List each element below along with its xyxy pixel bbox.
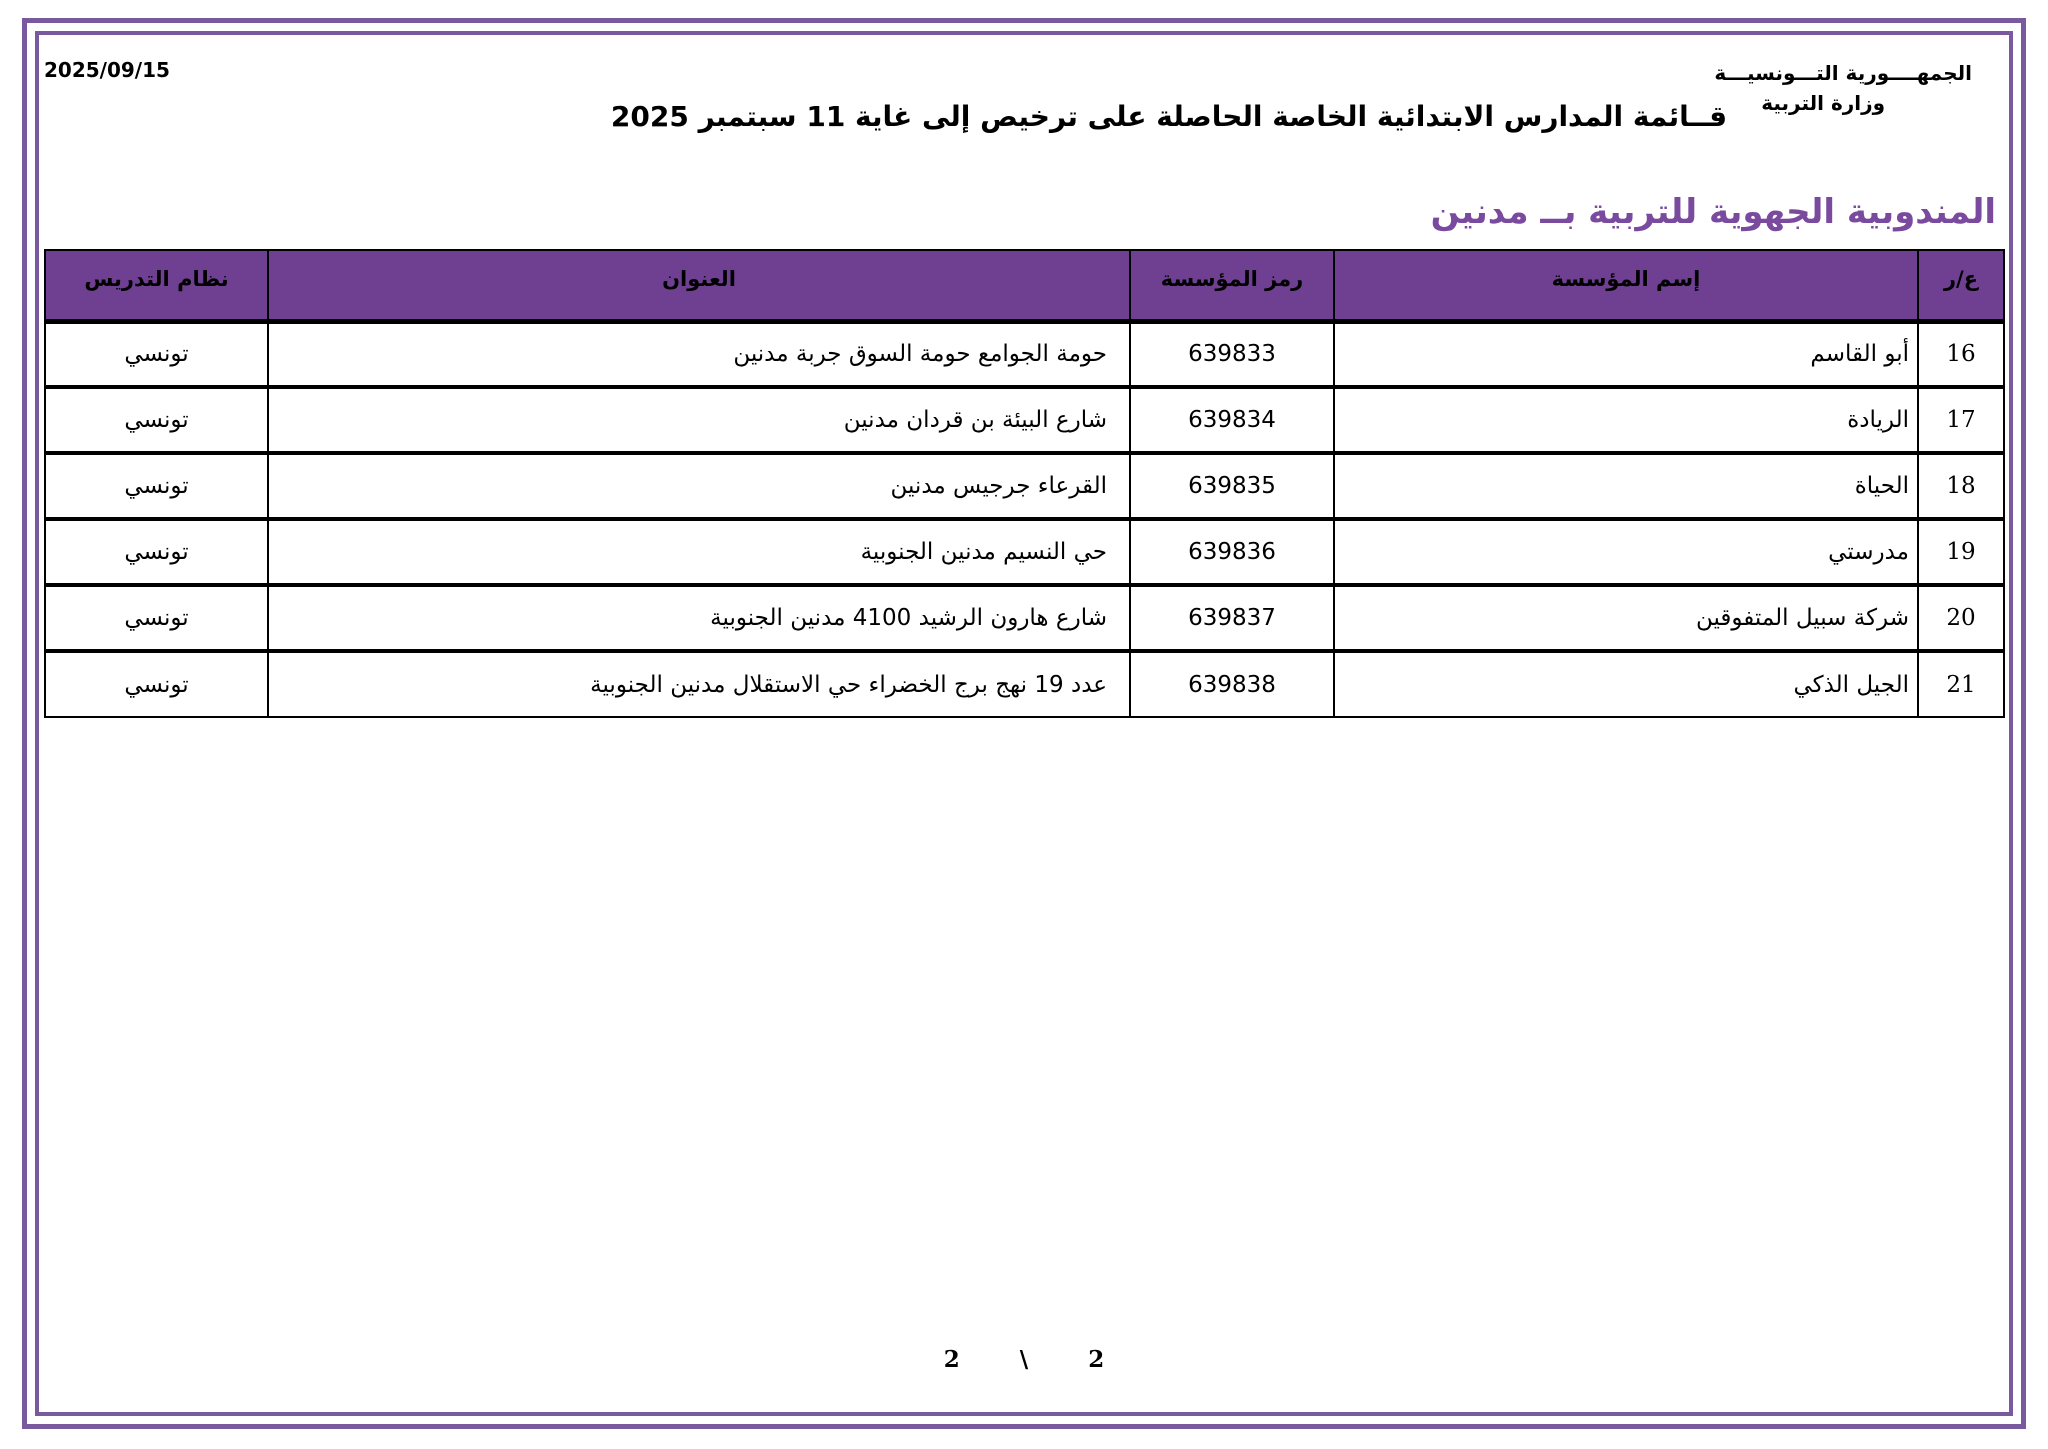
school-address: حومة الجوامع حومة السوق جربة مدنين [268,321,1130,387]
page-total: 2 [1088,1346,1105,1373]
school-address: عدد 19 نهج برج الخضراء حي الاستقلال مدنين الجنوبية [268,651,1130,717]
column-header-address: العنوان [268,250,1130,321]
page-separator: \ [1019,1346,1029,1373]
school-code: 639836 [1130,519,1334,585]
school-name: الجيل الذكي [1334,651,1918,717]
page-current: 2 [943,1346,960,1373]
school-code: 639833 [1130,321,1334,387]
document-title-wrap [0,100,2048,133]
row-number: 18 [1918,453,2004,519]
page-border-inner [35,31,2013,1416]
row-number: 21 [1918,651,2004,717]
document-date: 2025/09/15 [44,58,170,82]
row-number: 20 [1918,585,2004,651]
school-name: أبو القاسم [1334,321,1918,387]
table-header-row [45,250,2004,321]
school-address: شارع هارون الرشيد 4100 مدنين الجنوبية [268,585,1130,651]
school-address: القرعاء جرجيس مدنين [268,453,1130,519]
row-number: 17 [1918,387,2004,453]
table-row [45,387,2004,453]
ministry-name: وزارة التربية [1761,91,1886,115]
table-row [45,321,2004,387]
teaching-system: تونسي [45,387,268,453]
document-title: قــائمة المدارس الابتدائية الخاصة الحاصلة على ترخيص إلى غاية 11 سبتمبر 2025 [610,100,1728,133]
column-header-name: إسم المؤسسة [1334,250,1918,321]
table-row [45,651,2004,717]
teaching-system: تونسي [45,453,268,519]
column-header-code: رمز المؤسسة [1130,250,1334,321]
school-address: شارع البيئة بن قردان مدنين [268,387,1130,453]
school-name: الحياة [1334,453,1918,519]
table-row [45,519,2004,585]
schools-table [44,249,2005,718]
teaching-system: تونسي [45,585,268,651]
teaching-system: تونسي [45,519,268,585]
page-number [0,1346,2048,1373]
row-number: 19 [1918,519,2004,585]
country-name: الجمهــــورية التـــونسيـــة [1714,61,1972,85]
table-row [45,585,2004,651]
section-title: المندوبية الجهوية للتربية بــ مدنين [1430,192,1996,232]
school-name: الريادة [1334,387,1918,453]
school-name: شركة سبيل المتفوقين [1334,585,1918,651]
school-address: حي النسيم مدنين الجنوبية [268,519,1130,585]
school-code: 639835 [1130,453,1334,519]
table-row [45,453,2004,519]
school-code: 639834 [1130,387,1334,453]
column-header-system: نظام التدريس [45,250,268,321]
school-name: مدرستي [1334,519,1918,585]
row-number: 16 [1918,321,2004,387]
school-code: 639838 [1130,651,1334,717]
teaching-system: تونسي [45,651,268,717]
teaching-system: تونسي [45,321,268,387]
school-code: 639837 [1130,585,1334,651]
column-header-number: ع/ر [1918,250,2004,321]
